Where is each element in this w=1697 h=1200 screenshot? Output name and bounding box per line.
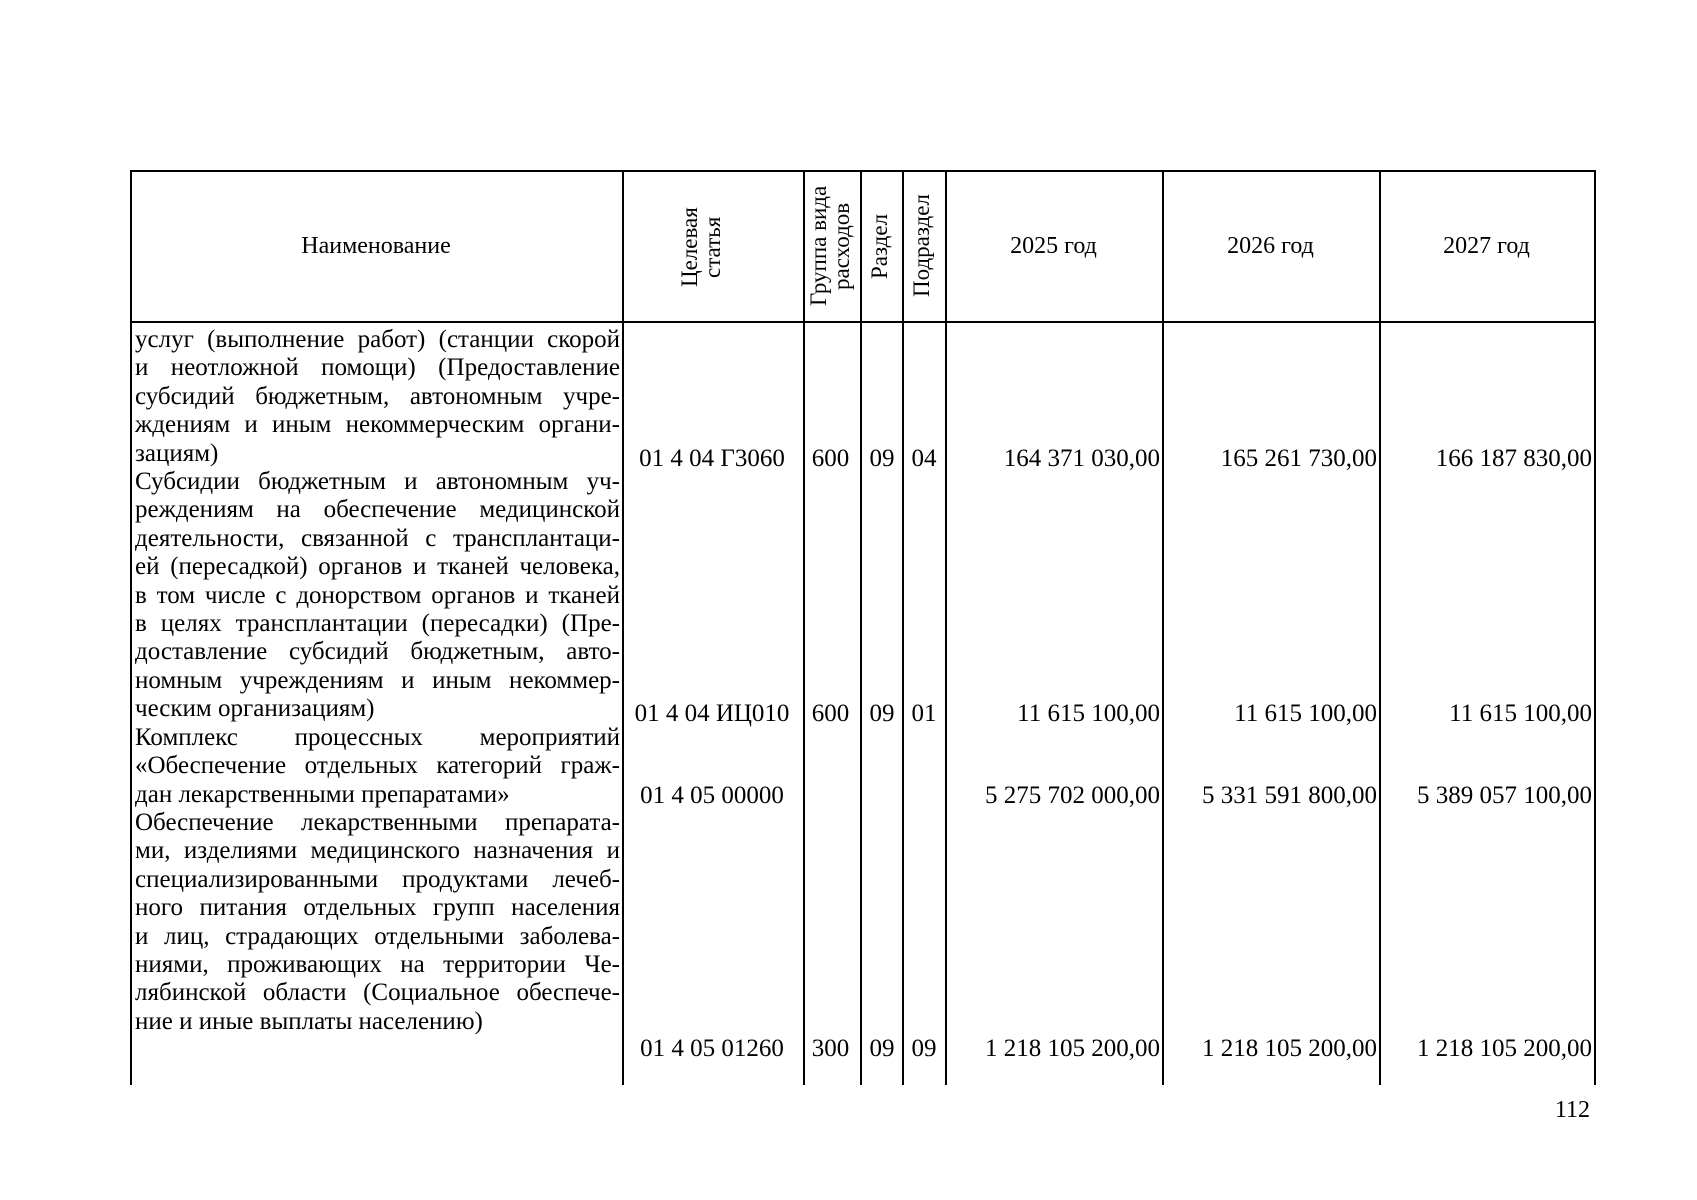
- row-section-code: 09: [869, 445, 895, 472]
- row-section-code: 09: [869, 1035, 895, 1062]
- header-section: Раздел: [867, 213, 892, 279]
- row-name-line: в том числе с донорством органов и тканей: [135, 581, 620, 609]
- row-amount-2027: 5 389 057 100,00: [1417, 782, 1592, 809]
- header-year-2027: 2027 год: [1443, 233, 1530, 259]
- row-name-line: Обеспечение лекарственными препарата-: [135, 809, 620, 836]
- row-amount-2026: 5 331 591 800,00: [1202, 782, 1377, 809]
- row-amount-2026: 1 218 105 200,00: [1202, 1035, 1377, 1062]
- row-name-line: специализированными продуктами лечеб-: [135, 865, 620, 893]
- row-amount-2027: 1 218 105 200,00: [1417, 1035, 1592, 1062]
- row-name-line: Комплекс процессных мероприятий: [135, 724, 620, 751]
- header-group: [807, 173, 857, 319]
- col-border: [622, 170, 624, 1085]
- col-border: [1594, 170, 1596, 1085]
- row-name-line: дан лекарственными препаратами»: [135, 780, 510, 808]
- row-section-code: 09: [869, 700, 895, 727]
- row-subsection-code: 01: [911, 700, 937, 727]
- row-name-line: лябинской области (Социальное обеспече-: [135, 979, 620, 1007]
- table-top-border: [130, 170, 1594, 172]
- row-amount-2025: 5 275 702 000,00: [985, 782, 1160, 809]
- col-border: [860, 170, 862, 1085]
- row-name-line: субсидий бюджетным, автономным учре-: [135, 382, 620, 410]
- row-amount-2027: 11 615 100,00: [1449, 700, 1592, 727]
- header-name: Наименование: [301, 233, 451, 259]
- header-bottom-border: [130, 321, 1594, 323]
- row-group-code: 300: [811, 1035, 850, 1062]
- row-name-line: доставление субсидий бюджетным, авто-: [135, 638, 620, 666]
- row-name-line: ми, изделиями медицинского назначения и: [135, 837, 620, 865]
- header-group-line1: Группа вида: [806, 185, 831, 307]
- row-target-code: 01 4 04 ИЦ010: [634, 700, 790, 727]
- budget-table: [130, 170, 1594, 1085]
- row-target-code: 01 4 05 01260: [640, 1035, 784, 1062]
- row-subsection-code: 04: [911, 445, 937, 472]
- row-name-line: зациям): [135, 439, 219, 467]
- row-name-line: услуг (выполнение работ) (станции скорой: [135, 326, 620, 353]
- row-name-line: Субсидии бюджетным и автономным уч-: [135, 468, 620, 495]
- row-amount-2025: 1 218 105 200,00: [985, 1035, 1160, 1062]
- row-name-line: реждениям на обеспечение медицинской: [135, 496, 620, 524]
- row-name-line: ей (пересадкой) органов и тканей человека,: [135, 553, 620, 581]
- row-amount-2025: 11 615 100,00: [1017, 700, 1160, 727]
- row-name: [135, 809, 620, 1036]
- row-name-line: номным учреждениям и иным некоммер-: [135, 666, 620, 694]
- row-group-code: 600: [811, 700, 850, 727]
- header-target-line1: Целевая: [677, 207, 702, 287]
- row-name-line: «Обеспечение отдельных категорий граж-: [135, 752, 620, 780]
- row-target-code: 01 4 05 00000: [640, 782, 784, 809]
- row-name-line: в целях трансплантации (пересадки) (Пре-: [135, 610, 620, 638]
- row-amount-2026: 11 615 100,00: [1234, 700, 1377, 727]
- row-name-line: ние и иные выплаты населению): [135, 1007, 483, 1035]
- row-name: [135, 468, 620, 724]
- col-border: [130, 170, 132, 1085]
- row-group-code: 600: [811, 445, 850, 472]
- row-name-line: ческим организациям): [135, 695, 375, 723]
- col-border: [945, 170, 947, 1085]
- row-name-line: ждениям и иным некоммерческим органи-: [135, 411, 620, 439]
- row-subsection-code: 09: [911, 1035, 937, 1062]
- row-target-code: 01 4 04 Г3060: [639, 445, 785, 472]
- row-amount-2026: 165 261 730,00: [1220, 445, 1377, 472]
- col-border: [803, 170, 805, 1085]
- header-year-2025: 2025 год: [1010, 233, 1097, 259]
- col-border: [1379, 170, 1381, 1085]
- col-border: [1162, 170, 1164, 1085]
- row-name: [135, 724, 620, 809]
- amount-2025-value: 164 371 030,00: [1003, 445, 1160, 472]
- row-name-line: деятельности, связанной с трансплантаци-: [135, 524, 620, 552]
- header-subsection: Подраздел: [909, 194, 934, 298]
- row-amount-2025: [945, 445, 1160, 473]
- header-target: [678, 188, 738, 306]
- row-amount-2027: 166 187 830,00: [1435, 445, 1592, 472]
- row-name-line: и неотложной помощи) (Предоставление: [135, 354, 620, 382]
- row-name: [135, 326, 620, 468]
- header-year-2026: 2026 год: [1227, 233, 1314, 259]
- col-border: [902, 170, 904, 1085]
- header-group-line2: расходов: [829, 202, 854, 290]
- page-number: 112: [1554, 1097, 1590, 1123]
- row-name-line: и лиц, страдающих отдельными заболева-: [135, 922, 620, 950]
- row-name-line: ного питания отдельных групп населения: [135, 894, 620, 922]
- row-name-line: ниями, проживающих на территории Че-: [135, 951, 620, 979]
- header-target-line2: статья: [700, 216, 725, 278]
